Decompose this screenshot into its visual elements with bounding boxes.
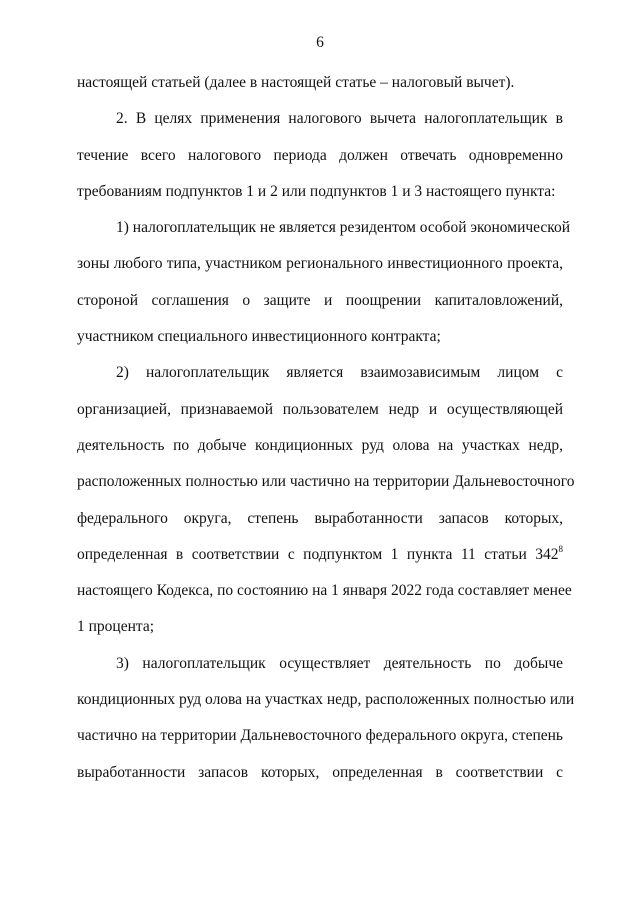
text-line: деятельность по добыче кондиционных руд олова на участках недр, [77,436,563,454]
text-line: настоящей статьей (далее в настоящей статье – налоговый вычет). [77,74,515,91]
text-line: течение всего налогового периода должен отвечать одновременно [77,146,563,164]
text-line: зоны любого типа, участником регионального инвестиционного проекта, [77,255,563,273]
text-line: участником специального инвестиционного контракта; [77,328,441,346]
text-line: частично на территории Дальневосточного федерального округа, степень [77,727,563,745]
text-line: 2. В целях применения налогового вычета налогоплательщик в [116,110,563,128]
text-line: 2) налогоплательщик является взаимозависимым лицом с [116,364,563,382]
text-line [77,544,563,580]
text-line: федерального округа, степень выработанности запасов которых, [77,509,563,527]
text-line: организацией, признаваемой пользователем недр и осуществляющей [77,400,563,418]
superscript: 8 [558,543,563,554]
document-body [77,72,575,798]
text-line: настоящего Кодекса, по состоянию на 1 января 2022 года составляет менее [77,582,572,600]
page-number: 6 [316,34,324,51]
text-line: требованиям подпунктов 1 и 2 или подпунктов 1 и 3 настоящего пункта: [77,182,556,200]
text-line: кондиционных руд олова на участках недр, расположенных полностью или [77,691,575,709]
text-line: стороной соглашения о защите и поощрении капиталовложений, [77,291,563,309]
text-line: 1) налогоплательщик не является резидентом особой экономической [116,219,571,237]
text-line: расположенных полностью или частично на территории Дальневосточного [77,473,575,491]
text-line: выработанности запасов которых, определенная в соответствии с [77,763,563,781]
text-line: 1 процента; [77,618,155,636]
text-span: определенная в соответствии с подпунктом 1 пункта 11 статьи 342 [77,545,559,563]
text-line: 3) налогоплательщик осуществляет деятельность по добыче [116,654,563,672]
